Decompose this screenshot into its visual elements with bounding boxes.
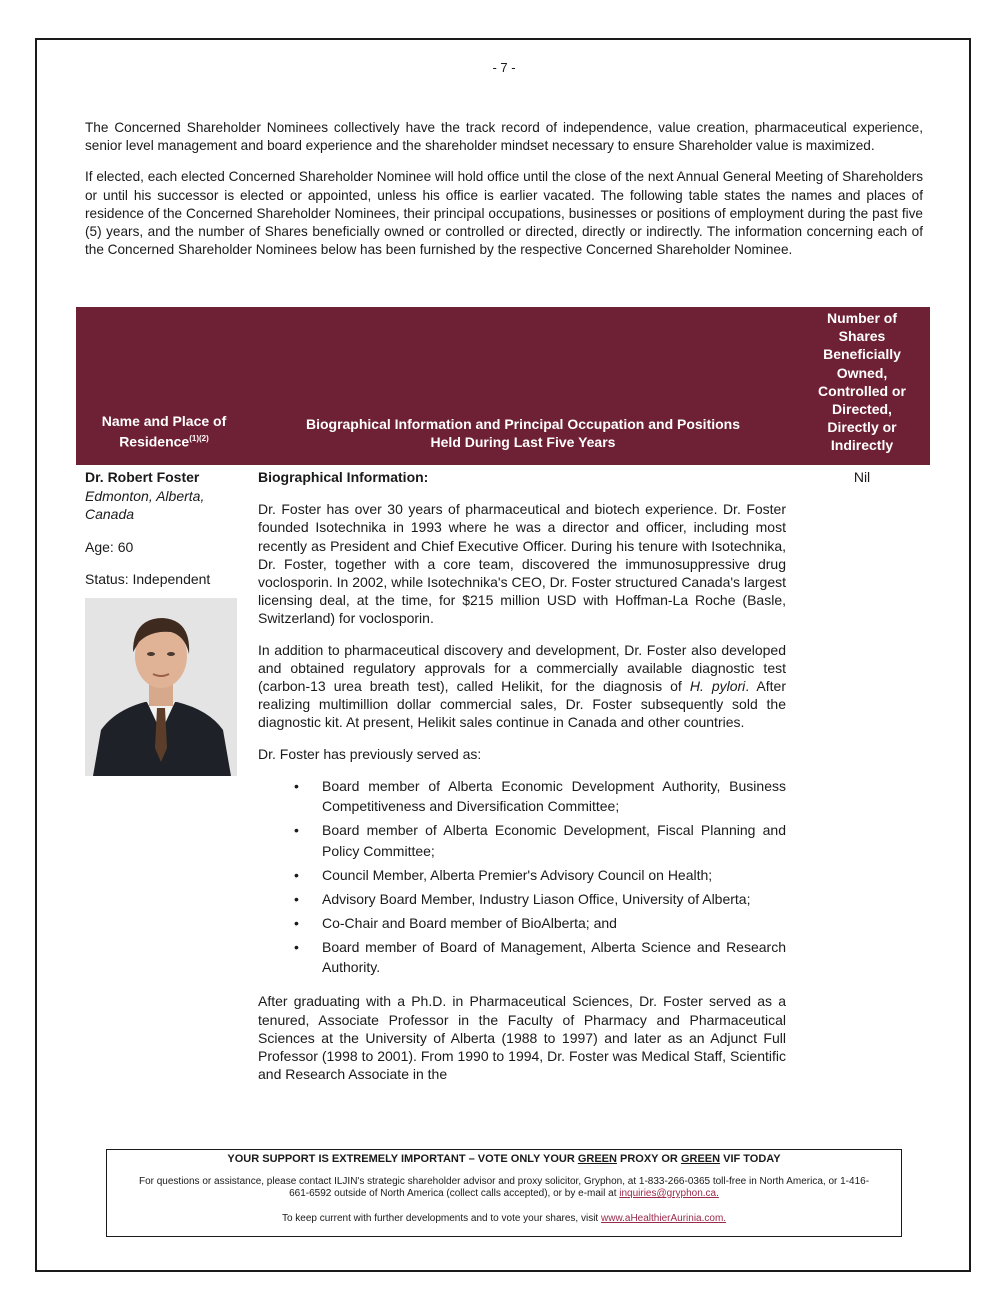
list-item: • Board member of Board of Management, Alberta Science and Research Authority. [294, 938, 786, 976]
bio-paragraph-1: Dr. Foster has over 30 years of pharmaceutical and biotech experience. Dr. Foster founded Isotechnika in 1993 where he was a director and officer, including most recently as President and Chief Executive Officer. During his tenure with Isotechnika, Dr. Foster, together with a core team, discovered the immunosuppressive drug voclosporin. In 2002, while Isotechnika's CEO, Dr. Foster structured Canada's largest licensing deal, at the time, for $215 million USD with Hoffman-La Roche (Basle, Switzerland) for voclosporin. [258, 501, 786, 627]
footer-box [106, 1149, 902, 1237]
bullet-icon: • [294, 777, 299, 794]
bio-paragraph-4: After graduating with a Ph.D. in Pharmaceutical Sciences, Dr. Foster served as a tenured, Associate Professor in the Faculty of Pharmacy and Pharmaceutical Sciences at the University of Alberta (1988 to 1997) and later as an Adjunct Full Professor (1998 to 2001). From 1990 to 1994, Dr. Foster was Medical Staff, Scientific and Research Associate in the [258, 993, 786, 1083]
intro-paragraph-2: If elected, each elected Concerned Shareholder Nominee will hold office until the close of the next Annual General Meeting of Shareholders or until his successor is elected or appointed, unless his office is earlier vacated. The following table states the names and places of residence of the Concerned Shareholder Nominees, their principal occupations, businesses or positions of employment during the past five (5) years, and the number of Shares beneficially owned or controlled or directed, directly or indirectly. The information concerning each of the Concerned Shareholder Nominees below has been furnished by the respective Concerned Shareholder Nominee. [85, 169, 923, 258]
nominee-biography [258, 468, 786, 1096]
nominee-name-column [85, 468, 245, 589]
portrait-image [85, 598, 237, 776]
page-number: - 7 - [492, 60, 516, 75]
list-item: • Advisory Board Member, Industry Liason Office, University of Alberta; [258, 889, 786, 909]
nominee-name: Dr. Robert Foster [85, 469, 200, 485]
list-item: • Co-Chair and Board member of BioAlberta; and [258, 913, 786, 933]
intro-section [85, 119, 923, 272]
email-link[interactable]: inquiries@gryphon.ca. [619, 1188, 719, 1199]
roles-list [258, 776, 786, 978]
nominee-photo [85, 598, 237, 776]
footer-website: To keep current with further developments and to vote your shares, visit www.aHealthierAurinia.com. [281, 1212, 727, 1224]
bullet-icon: • [294, 822, 299, 839]
nominee-status: Status: Independent [85, 571, 211, 587]
footer-contact: For questions or assistance, please contact ILJIN's strategic shareholder advisor and proxy solicitor, Gryphon, at 1-833-266-0365 toll-free in North America, or 1-416-661-6592 outside of North America (collect calls accepted), or by e-mail at inquiries@gryphon.ca. [138, 1175, 870, 1199]
footer-headline: YOUR SUPPORT IS EXTREMELY IMPORTANT – VOTE ONLY YOUR GREEN PROXY OR GREEN VIF TODAY [227, 1153, 781, 1165]
list-item: • Board member of Alberta Economic Development, Fiscal Planning and Policy Committee; [294, 822, 786, 859]
bio-heading: Biographical Information: [258, 469, 429, 485]
bio-paragraph-2: In addition to pharmaceutical discovery and development, Dr. Foster also developed and obtained regulatory approvals for a commercially available diagnostic test (carbon-13 urea breath test), called Helikit, for the diagnosis of H. pylori. After realizing multimillion dollar commercial sales, Dr. Foster subsequently sold the diagnostic kit. At present, Helikit sales continue in Canada and other countries. [258, 641, 786, 731]
nominee-shares: Nil [853, 469, 871, 485]
website-link[interactable]: www.aHealthierAurinia.com. [601, 1212, 727, 1224]
nominee-age: Age: 60 [85, 538, 134, 555]
list-item: • Council Member, Alberta Premier's Advisory Council on Health; [258, 865, 786, 885]
bullet-icon: • [294, 938, 299, 955]
bio-paragraph-3: Dr. Foster has previously served as: [258, 745, 482, 762]
list-item: • Board member of Alberta Economic Development Authority, Business Competitiveness and Diversification Committee; [294, 777, 786, 815]
bullet-icon: • [294, 914, 299, 931]
bullet-icon: • [294, 866, 299, 883]
header-name-residence: Name and Place of Residence$^{(1)(2)}$ [101, 412, 227, 450]
nominee-location: Edmonton, Alberta, Canada [85, 487, 205, 522]
header-biographical: Biographical Information and Principal Occupation and Positions Held During Last Five Years [305, 415, 741, 450]
bullet-icon: • [294, 890, 299, 907]
intro-paragraph-1: The Concerned Shareholder Nominees collectively have the track record of independence, value creation, pharmaceutical experience, senior level management and board experience and the shareholder mindset necessary to ensure Shareholder value is maximized. [85, 120, 923, 154]
header-shares-owned: Number of Shares Beneficially Owned, Controlled or Directed, Directly or Indirectly [818, 310, 906, 454]
nominee-table-header [76, 307, 930, 465]
